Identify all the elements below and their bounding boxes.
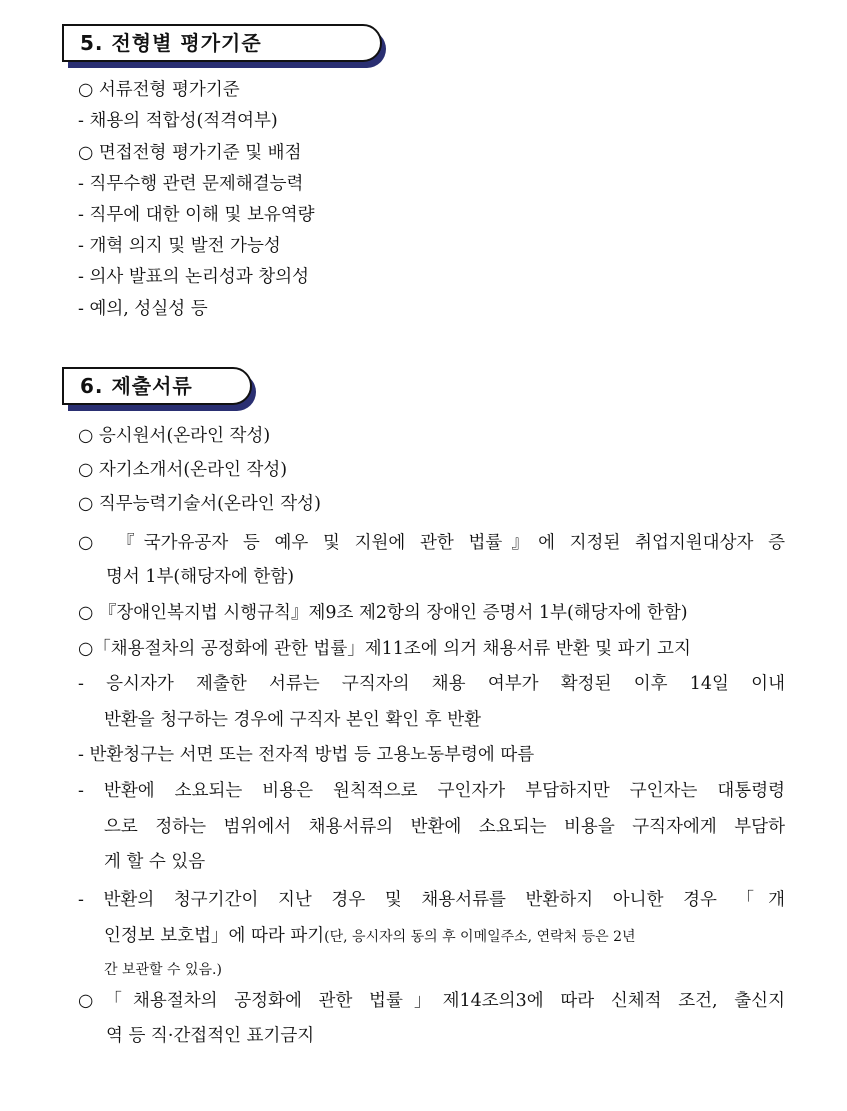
list-item: ○ 서류전형 평가기준 (78, 80, 240, 100)
list-item: 간 보관할 수 있음.) (104, 962, 222, 978)
section-6-header (62, 367, 262, 405)
list-item: ○「채용절차의 공정화에 관한 법률」제11조에 의거 채용서류 반환 및 파기 고지 (78, 639, 691, 659)
list-item: - 직무수행 관련 문제해결능력 (78, 174, 304, 194)
list-item: 게 할 수 있음 (104, 852, 206, 872)
list-item: ○ 응시원서(온라인 작성) (78, 426, 271, 446)
list-item: - 직무에 대한 이해 및 보유역량 (78, 205, 315, 225)
list-item (104, 921, 785, 953)
list-item: - 의사 발표의 논리성과 창의성 (78, 267, 310, 287)
list-item: ○ 『장애인복지법 시행규칙』제9조 제2항의 장애인 증명서 1부(해당자에 한함) (78, 603, 688, 623)
list-item: - 반환의 청구기간이 지난 경우 및 채용서류를 반환하지 아니한 경우 「개 (78, 890, 785, 910)
list-item: ○ 직무능력기술서(온라인 작성) (78, 494, 321, 514)
list-item: 명서 1부(해당자에 한함) (106, 567, 295, 587)
list-item: - 반환에 소요되는 비용은 원칙적으로 구인자가 부담하지만 구인자는 대통령령 (78, 781, 785, 801)
list-item: - 채용의 적합성(적격여부) (78, 111, 278, 131)
list-item: - 개혁 의지 및 발전 가능성 (78, 236, 281, 256)
list-item-main: 인정보 보호법」에 따라 파기 (104, 926, 325, 946)
list-item: ○「채용절차의 공정화에 관한 법률」제14조의3에 따라 신체적 조건, 출신지 (78, 991, 785, 1011)
list-item: 으로 정하는 범위에서 채용서류의 반환에 소요되는 비용을 구직자에게 부담하 (104, 817, 785, 837)
list-item: ○ 『국가유공자 등 예우 및 지원에 관한 법률』에 지정된 취업지원대상자 증 (78, 533, 785, 553)
list-item: - 반환청구는 서면 또는 전자적 방법 등 고용노동부령에 따름 (78, 745, 535, 765)
list-item: 반환을 청구하는 경우에 구직자 본인 확인 후 반환 (104, 710, 482, 730)
section-6-title: 6. 제출서류 (62, 367, 252, 405)
list-item: - 응시자가 제출한 서류는 구직자의 채용 여부가 확정된 이후 14일 이내 (78, 674, 785, 694)
list-item: 역 등 직·간접적인 표기금지 (106, 1026, 315, 1046)
list-item: ○ 자기소개서(온라인 작성) (78, 460, 288, 480)
section-5-title: 5. 전형별 평가기준 (62, 24, 382, 62)
list-item: ○ 면접전형 평가기준 및 배점 (78, 143, 302, 163)
list-item-note: (단, 응시자의 동의 후 이메일주소, 연락처 등은 2년 (324, 929, 636, 945)
section-5-header (62, 24, 392, 62)
list-item: - 예의, 성실성 등 (78, 299, 208, 319)
